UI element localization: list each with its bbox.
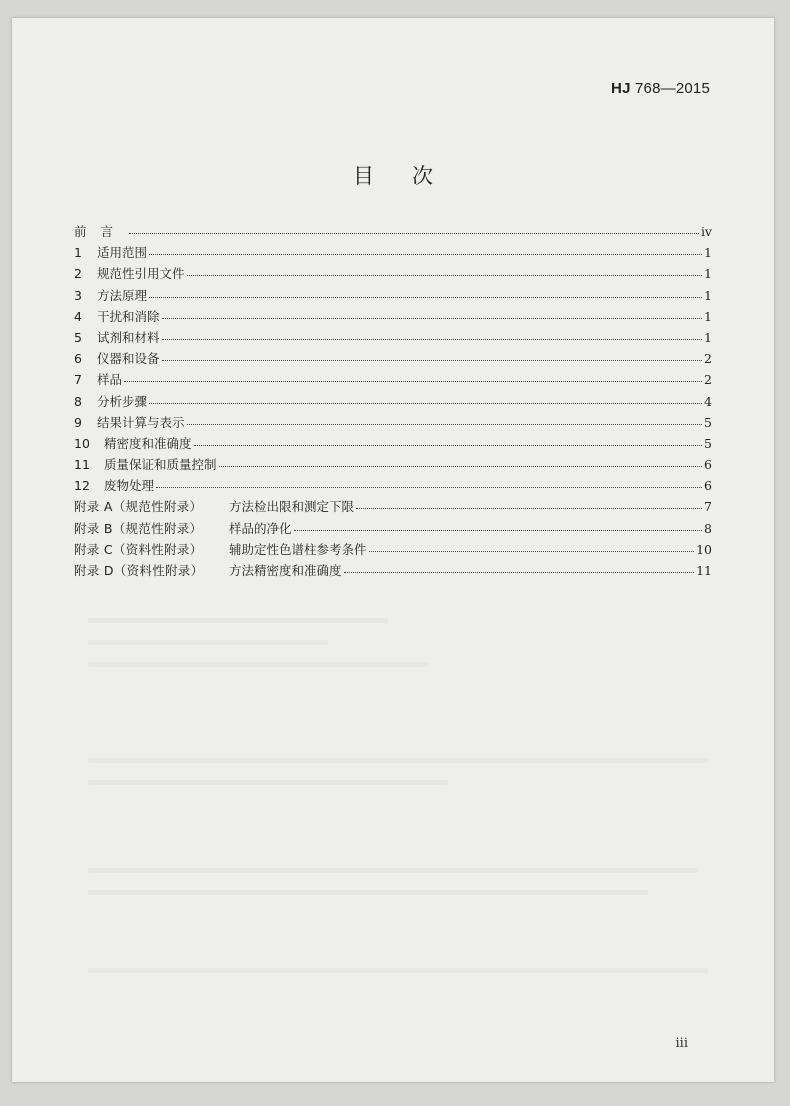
- toc-entry-number: 6: [74, 351, 82, 367]
- toc-entry-number: 11: [74, 457, 90, 473]
- dot-leader: [129, 232, 699, 234]
- toc-entry-appendix-d[interactable]: [74, 561, 712, 582]
- bleed-through-line: [88, 968, 708, 973]
- toc-entry-page: 6: [704, 478, 712, 494]
- toc-entry-page: 2: [704, 372, 712, 388]
- bleed-through-line: [88, 662, 428, 667]
- toc-entry-label: 前言: [74, 224, 128, 239]
- table-of-contents: [74, 222, 712, 582]
- dot-leader: [149, 402, 702, 404]
- toc-entry-label: 方法检出限和测定下限: [229, 499, 355, 515]
- toc-entry-appendix-c[interactable]: [74, 540, 712, 561]
- toc-entry-9[interactable]: [74, 413, 712, 434]
- toc-entry-3[interactable]: [74, 286, 712, 307]
- bleed-through-line: [88, 640, 328, 645]
- toc-entry-page: 5: [704, 414, 712, 430]
- dot-leader: [294, 529, 703, 531]
- toc-entry-label: 方法精密度和准确度: [229, 563, 342, 578]
- dot-leader: [162, 317, 703, 319]
- toc-entry-4[interactable]: [74, 307, 712, 328]
- toc-entry-label: 样品的净化: [229, 520, 292, 536]
- toc-entry-label: 试剂和材料: [97, 329, 160, 345]
- bleed-through-line: [88, 868, 698, 873]
- toc-entry-page: 1: [704, 308, 712, 324]
- toc-entry-number: 附录 D（资料性附录）: [74, 563, 204, 578]
- toc-entry-page: 7: [704, 499, 712, 515]
- bleed-through-line: [88, 618, 388, 623]
- toc-entry-label: 样品: [97, 372, 123, 388]
- dot-leader: [194, 444, 703, 446]
- toc-entry-page: 4: [704, 393, 712, 409]
- toc-entry-page: 1: [704, 287, 712, 303]
- dot-leader: [149, 296, 702, 298]
- dot-leader: [187, 274, 703, 276]
- toc-entry-2[interactable]: [74, 264, 712, 285]
- toc-entry-number: 附录 B（规范性附录）: [74, 520, 203, 536]
- toc-entry-12[interactable]: [74, 476, 712, 497]
- dot-leader: [156, 486, 702, 488]
- toc-entry-appendix-a[interactable]: [74, 497, 712, 518]
- toc-entry-label: 结果计算与表示: [97, 414, 185, 430]
- dot-leader: [187, 423, 703, 425]
- toc-entry-number: 5: [74, 329, 82, 345]
- toc-entry-foreword[interactable]: [74, 222, 712, 243]
- toc-entry-page: 10: [696, 541, 712, 557]
- toc-entry-label: 仪器和设备: [97, 351, 160, 367]
- toc-entry-label: 规范性引用文件: [97, 266, 185, 282]
- toc-entry-label: 质量保证和质量控制: [104, 457, 217, 473]
- standard-code: [611, 80, 710, 97]
- toc-entry-page: 5: [704, 435, 712, 451]
- dot-leader: [344, 571, 695, 573]
- toc-entry-page: 1: [704, 329, 712, 345]
- toc-entry-number: 4: [74, 308, 82, 324]
- toc-entry-page: 6: [704, 457, 712, 473]
- toc-entry-number: 8: [74, 393, 82, 409]
- toc-entry-label: 废物处理: [104, 478, 155, 494]
- toc-entry-label: 干扰和消除: [97, 308, 160, 324]
- toc-entry-number: 1: [74, 245, 82, 261]
- toc-entry-label: 分析步骤: [97, 393, 148, 409]
- page-number: iii: [675, 1036, 688, 1051]
- toc-entry-number: 7: [74, 372, 82, 388]
- toc-entry-page: 2: [704, 351, 712, 367]
- toc-entry-page: 11: [696, 563, 712, 578]
- toc-entry-page: 8: [704, 520, 712, 536]
- toc-entry-number: 10: [74, 435, 90, 451]
- dot-leader: [219, 465, 703, 467]
- toc-entry-6[interactable]: [74, 349, 712, 370]
- toc-entry-number: 2: [74, 266, 82, 282]
- toc-entry-1[interactable]: [74, 243, 712, 264]
- standard-code-number: 768—2015: [630, 80, 710, 97]
- toc-entry-5[interactable]: [74, 328, 712, 349]
- toc-entry-page: iv: [700, 224, 712, 239]
- toc-entry-page: 1: [704, 245, 712, 261]
- dot-leader: [356, 507, 702, 509]
- toc-title: 目次: [353, 164, 471, 188]
- dot-leader: [124, 380, 702, 382]
- bleed-through-line: [88, 780, 448, 785]
- toc-entry-label: 方法原理: [97, 287, 148, 303]
- toc-entry-8[interactable]: [74, 392, 712, 413]
- dot-leader: [149, 253, 702, 255]
- toc-entry-number: 附录 A（规范性附录）: [74, 499, 203, 515]
- standard-code-prefix: HJ: [611, 80, 631, 97]
- toc-entry-number: 附录 C（资料性附录）: [74, 541, 203, 557]
- toc-entry-label: 适用范围: [97, 245, 148, 261]
- toc-entry-number: 12: [74, 478, 90, 494]
- toc-entry-label: 辅助定性色谱柱参考条件: [229, 541, 367, 557]
- dot-leader: [162, 338, 703, 340]
- toc-entry-number: 3: [74, 287, 82, 303]
- toc-entry-7[interactable]: [74, 370, 712, 391]
- document-page: [12, 18, 774, 1082]
- toc-entry-label: 精密度和准确度: [104, 435, 192, 451]
- bleed-through-line: [88, 758, 708, 763]
- dot-leader: [369, 550, 695, 552]
- toc-entry-10[interactable]: [74, 434, 712, 455]
- toc-entry-appendix-b[interactable]: [74, 519, 712, 540]
- toc-entry-page: 1: [704, 266, 712, 282]
- dot-leader: [162, 359, 703, 361]
- toc-entry-11[interactable]: [74, 455, 712, 476]
- bleed-through-line: [88, 890, 648, 895]
- toc-entry-number: 9: [74, 414, 82, 430]
